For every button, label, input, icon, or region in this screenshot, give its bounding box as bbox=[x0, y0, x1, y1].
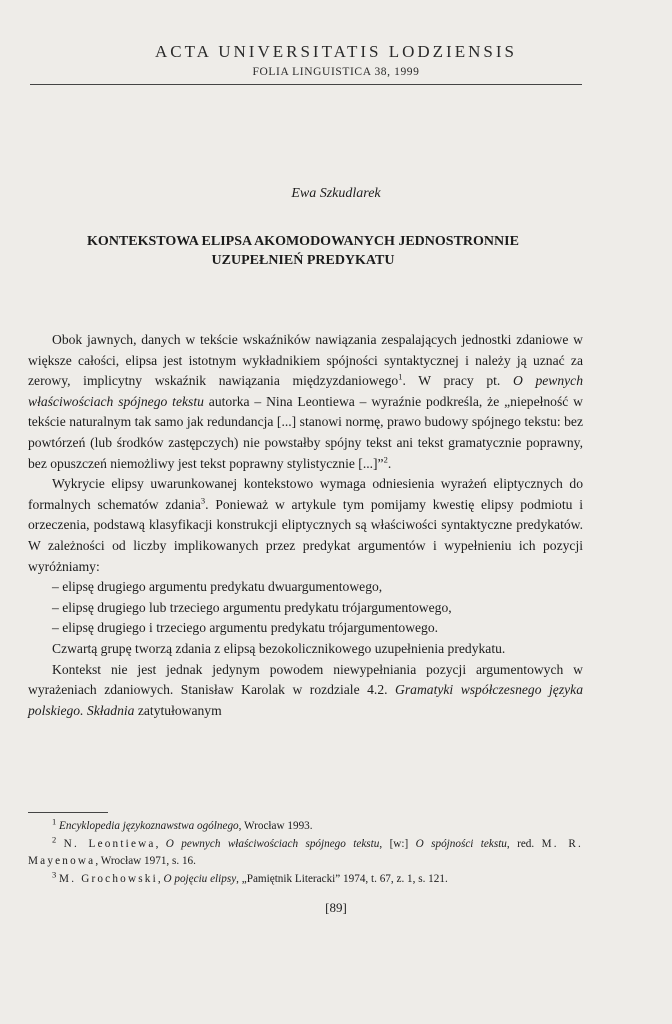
article-title bbox=[24, 232, 582, 270]
paragraph-3: Czwartą grupę tworzą zdania z elipsą bezokolicznikowego uzupełnienia predykatu. bbox=[52, 640, 506, 656]
p1-text-a: Obok jawnych, danych w tekście wskaźników nawiązania zespalających jednostki zdaniowe w większe całości, elipsa jest istotnym wykładnikiem spójności syntaktycznej i należy ją uznać za zerowy, implicytny wskaźnik nawiązania międzyzdaniowego bbox=[28, 332, 583, 389]
journal-folio: FOLIA LINGUISTICA 38, 1999 bbox=[252, 66, 420, 78]
footnote-2-title: O pewnych właściwościach spójnego tekstu bbox=[165, 837, 380, 850]
footnote-rule bbox=[28, 812, 108, 813]
footnote-ref-2: 2 bbox=[383, 454, 388, 465]
footnote-ref-3: 3 bbox=[200, 495, 206, 506]
page-number: [89] bbox=[325, 900, 347, 915]
p4-text-b: zatytułowanym bbox=[134, 702, 222, 718]
footnote-1 bbox=[28, 818, 583, 836]
footnote-mark: 3 bbox=[52, 868, 57, 879]
footnote-mark: 2 bbox=[52, 833, 57, 844]
p1-cited-title: O pewnych właściwościach spójnego tekstu bbox=[28, 373, 583, 409]
p2-text-b: . Ponieważ w artykule tym pomijamy kwestię elipsy podmiotu i orzeczenia, podstawą klasyfikacji konstrukcji eliptycznych są właściwości syntaktyczne predykatów. W zależności od liczby implikowanych przez predykat argumentów i wypełnieniu ich pozycji wyróżniamy: bbox=[28, 496, 583, 574]
footnote-3 bbox=[28, 868, 583, 889]
footnote-2-author: N. Leontiewa bbox=[63, 837, 156, 850]
footnote-2-sep: , bbox=[155, 837, 166, 850]
footnote-3-sep: , bbox=[157, 872, 164, 885]
article-body bbox=[28, 330, 583, 721]
article-title-line-2: UZUPEŁNIEŃ PREDYKATU bbox=[211, 253, 395, 268]
p4-cited-title: Gramatyki współczesnego języka polskiego. Składnia bbox=[28, 682, 583, 718]
p1-text-b: . W pracy pt. bbox=[402, 373, 513, 389]
list-item: – elipsę drugiego argumentu predykatu dwuargumentowego, bbox=[52, 579, 383, 595]
footnote-2-editor: M. R. Mayenowa bbox=[28, 837, 584, 867]
footnote-mark: 1 bbox=[52, 816, 57, 827]
journal-title: ACTA UNIVERSITATIS LODZIENSIS bbox=[155, 42, 517, 61]
paragraph-1 bbox=[28, 330, 583, 474]
footnotes bbox=[28, 818, 583, 888]
footnote-2-rest: , Wrocław 1971, s. 16. bbox=[95, 855, 196, 867]
footnote-2-volume: O spójności tekstu bbox=[415, 837, 507, 850]
footnote-3-author: M. Grochowski bbox=[59, 872, 158, 885]
list-item: – elipsę drugiego lub trzeciego argumentu predykatu trójargumentowego, bbox=[52, 599, 452, 615]
footnote-3-rest: , „Pamiętnik Literacki” 1974, t. 67, z. 1, s. 121. bbox=[236, 872, 448, 885]
footnote-1-rest: , Wrocław 1993. bbox=[238, 820, 313, 832]
paragraph-4 bbox=[28, 660, 583, 722]
footnote-2 bbox=[28, 833, 584, 871]
article-title-line-1: KONTEKSTOWA ELIPSA AKOMODOWANYCH JEDNOSTRONNIE bbox=[87, 234, 519, 249]
footnote-2-mid: , [w:] bbox=[379, 837, 416, 850]
footnote-1-title: Encyklopedia językoznawstwa ogólnego bbox=[59, 820, 239, 832]
p4-text-a: Kontekst nie jest jednak jedynym powodem niewypełniania pozycji argumentowych w wyrażeniach zdaniowych. Stanisław Karolak w rozdziale 4.2. bbox=[28, 661, 583, 698]
paragraph-2 bbox=[28, 474, 583, 577]
p1-text-c: autorka – Nina Leontiewa – wyraźnie podkreśla, że „niepełność w tekście naturalnym tak samo jak redundancja [...] stanowi normę, prawo budowy spójnego tekstu: bez powtórzeń (lub środków zastępczych) nie powstałby spójny tekst ani tekst gramatycznie poprawny, bez opuszczeń niemożliwy jest tekst poprawny stylistycznie [...]” bbox=[28, 393, 583, 471]
p2-text-a: Wykrycie elipsy uwarunkowanej kontekstowo wymaga odniesienia wyrażeń eliptycznych do formalnych schematów zdania bbox=[28, 476, 583, 512]
header-rule bbox=[30, 84, 582, 85]
footnote-3-title: O pojęciu elipsy bbox=[163, 872, 237, 885]
footnote-2-mid2: , red. bbox=[506, 837, 542, 850]
ellipsis-type-list bbox=[28, 577, 583, 639]
p1-text-d: . bbox=[387, 455, 392, 471]
list-item: – elipsę drugiego i trzeciego argumentu predykatu trójargumentowego. bbox=[52, 620, 439, 636]
author-name: Ewa Szkudlarek bbox=[291, 186, 381, 201]
footnote-ref-1: 1 bbox=[398, 371, 403, 382]
